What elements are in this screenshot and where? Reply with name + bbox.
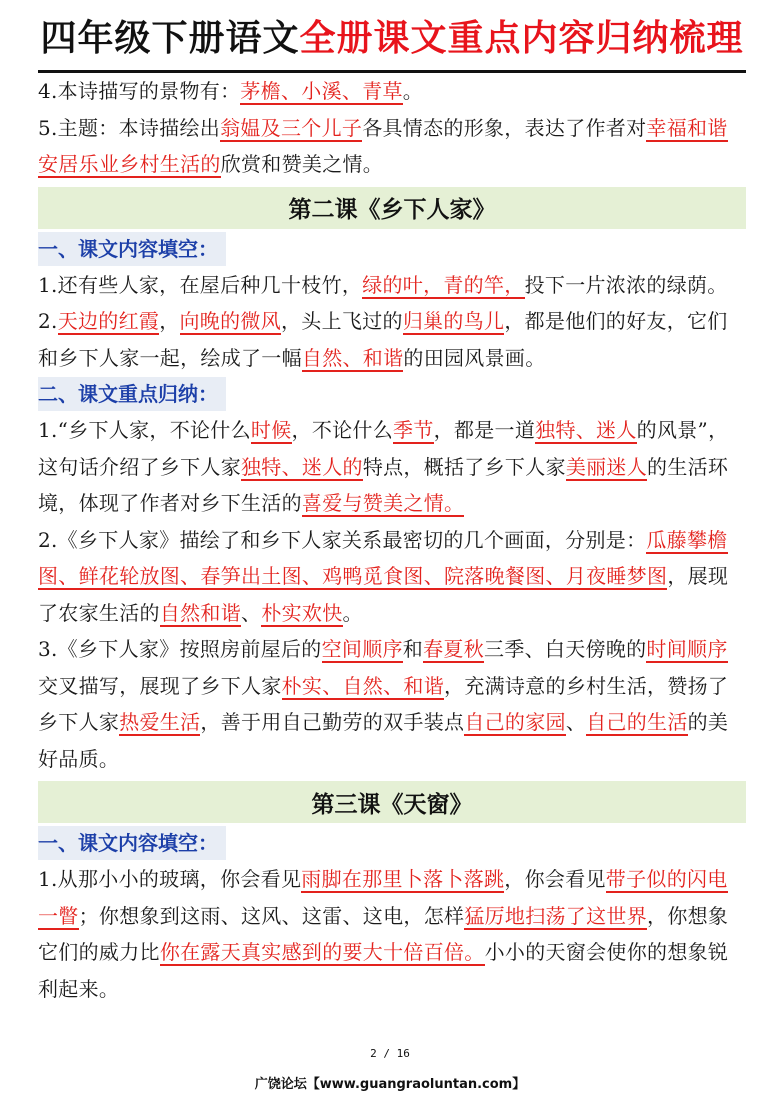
answer-text: 翁媪及三个儿子 — [220, 115, 363, 140]
answer-text: 自己的家园 — [464, 710, 566, 734]
text: 1.从那小小的玻璃，你会看见 — [38, 867, 302, 891]
answer-text: 独特、迷人 — [535, 418, 637, 442]
answer-text: 春夏秋 — [423, 637, 485, 661]
text: 4.本诗描写的景物有： — [38, 79, 241, 103]
title-red-part: 全册课文重点内容归纳梳理 — [299, 17, 744, 59]
answer-text: 空间顺序 — [321, 637, 403, 661]
text: 小小的天窗会使你的想象锐利起来。 — [38, 940, 729, 1001]
text: ，你想象它们的威力比 — [38, 903, 729, 964]
lesson-2-title: 第二课《乡下人家》 — [38, 187, 746, 229]
answer-text: 猛厉地扫荡了这世界 — [464, 903, 648, 928]
text: 1.“乡下人家，不论什么 — [38, 418, 251, 442]
text: ，头上飞过的 — [281, 309, 403, 333]
text: 1.还有些人家，在屋后种几十枝竹， — [38, 272, 363, 297]
text: ， — [159, 309, 180, 333]
lesson-2-key-points-heading: 二、课文重点归纳： — [38, 377, 226, 411]
answer-text: 独特、迷人的 — [241, 454, 363, 479]
lesson-2-key-2 — [38, 522, 746, 632]
text: ，善于用自己勤劳的双手装点 — [200, 710, 465, 734]
answer-text: 归巢的鸟儿 — [402, 309, 505, 333]
text: 投下一片浓浓的绿荫。 — [524, 272, 728, 297]
answer-text: 雨脚在那里卜落卜落跳 — [301, 867, 505, 891]
text: ，充满诗意的乡村生活，赞扬了乡下人家 — [38, 673, 729, 734]
lesson-2-fill-heading: 一、课文内容填空： — [38, 232, 226, 266]
answer-text: 带子似的闪电一瞥 — [38, 867, 728, 928]
lesson-3-fill-1 — [38, 861, 746, 1007]
text: 欣赏和赞美之情。 — [220, 152, 384, 176]
lesson-2-fill-2: 2.天边的红霞，向晚的微风，头上飞过的归巢的鸟儿，都是他们的好友，它们和乡下人家一起，绘成了一幅自然、和谐的田园风景画。 — [38, 309, 728, 370]
answer-text: 季节 — [393, 418, 434, 442]
text: ，都是他们的好友，它们和乡下人家一起，绘成了一幅 — [38, 309, 728, 370]
lesson-2-key-1 — [38, 412, 746, 522]
answer-text: 时间顺序 — [646, 637, 728, 661]
text: 、 — [241, 600, 262, 625]
text: ；你想象到这雨、这风、这雷、这电，怎样 — [78, 903, 465, 928]
text: 。 — [342, 600, 363, 625]
page-number: 2 / 16 — [370, 1047, 410, 1060]
lesson-2-key-3 — [38, 631, 746, 777]
text: ，不论什么 — [291, 418, 394, 442]
document-title — [38, 0, 746, 73]
text: 、 — [565, 710, 587, 734]
text: 的风景”，这句话介绍了乡下人家 — [38, 418, 729, 479]
answer-text: 热爱生活 — [119, 710, 201, 734]
lesson-3-title: 第三课《天窗》 — [38, 781, 746, 823]
text: 特点，概括了乡下人家 — [362, 454, 566, 479]
lesson-2-fill-1 — [38, 267, 746, 304]
answer-text: 茅檐、小溪、青草 — [240, 79, 403, 103]
title-black-part: 四年级下册语文 — [40, 17, 300, 59]
text: 2.《乡下人家》描绘了和乡下人家关系最密切的几个画面，分别是： — [38, 527, 647, 552]
answer-text: 瓜藤攀檐图、鲜花轮放图、春笋出土图、鸡鸭觅食图、院落晚餐图、月夜睡梦图 — [38, 527, 728, 588]
text: ，展现了农家生活的 — [38, 564, 729, 625]
answer-text: 向晚的微风 — [179, 309, 281, 333]
text: 5.主题：本诗描绘出 — [38, 115, 221, 140]
text: 的美好品质。 — [38, 710, 729, 771]
text: 各具情态的形象，表达了作者对 — [362, 115, 647, 140]
text: 的田园风景画。 — [403, 345, 546, 370]
answer-text: 朴实欢快 — [261, 600, 343, 625]
answer-text: 你在露天真实感到的要大十倍百倍。 — [159, 940, 485, 964]
answer-text: 时候 — [250, 418, 292, 442]
text: ，你会看见 — [504, 867, 606, 891]
text: 和 — [402, 637, 424, 661]
answer-text: 幸福和谐安居乐业乡村生活的 — [38, 115, 728, 176]
text: 三季、白天傍晚的 — [484, 637, 647, 661]
answer-text: 天边的红霞 — [57, 309, 160, 333]
answer-text: 自己的生活 — [586, 710, 688, 734]
text: 。 — [402, 79, 424, 103]
poem-scenery-paragraph — [38, 73, 746, 110]
answer-text: 喜爱与赞美之情。 — [301, 491, 465, 515]
answer-text: 自然、和谐 — [301, 345, 404, 370]
answer-text: 绿的叶，青的竿， — [362, 272, 525, 297]
site-watermark: 广饶论坛【www.guangraoluntan.com】 — [254, 1077, 526, 1092]
answer-text: 朴实、自然、和谐 — [281, 673, 445, 698]
poem-theme-paragraph — [38, 110, 746, 183]
text: 交叉描写，展现了乡下人家 — [38, 673, 282, 698]
answer-text: 自然和谐 — [159, 600, 242, 625]
text: 3.《乡下人家》按照房前屋后的 — [38, 637, 322, 661]
text: 的生活环境，体现了作者对乡下生活的 — [38, 454, 729, 515]
answer-text: 美丽迷人 — [565, 454, 648, 479]
text: ，都是一道 — [433, 418, 536, 442]
lesson-3-fill-heading: 一、课文内容填空： — [38, 826, 226, 860]
